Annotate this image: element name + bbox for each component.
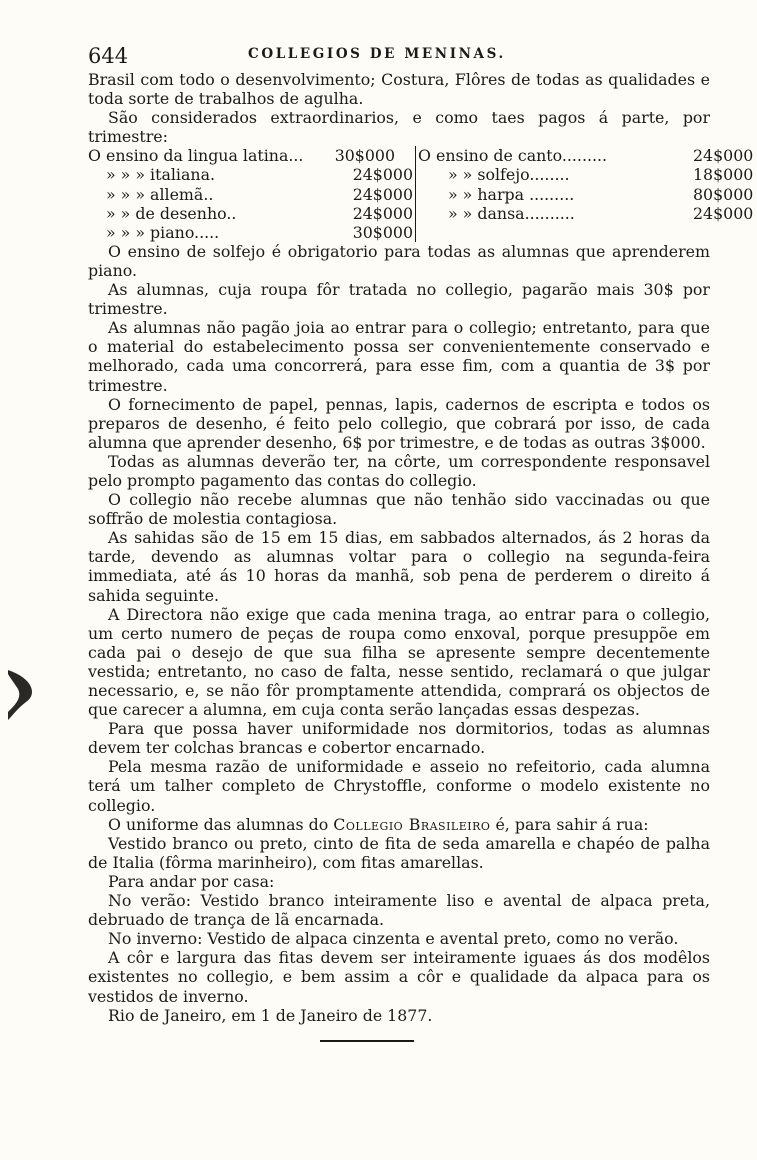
body-paragraph: As sahidas são de 15 em 15 dias, em sabbados alternados, ás 2 horas da tarde, devendo as alumnas voltar para o collegio na segunda-feira immediata, até ás 10 horas da manhã, sob pena de perderem o direito á sahida seguinte. (88, 528, 710, 605)
uniform-winter: No inverno: Vestido de alpaca cinzenta e avental preto, como no verão. (108, 929, 679, 949)
body-paragraph: Pela mesma razão de uniformidade e asseio no refeitorio, cada alumna terá um talher completo de Chrystoffle, conforme o modelo existente no collegio. (88, 757, 710, 815)
fee-value: 24$000 (352, 165, 413, 185)
body-paragraph: O collegio não recebe alumnas que não tenhão sido vaccinadas ou que soffrão de molestia contagiosa. (88, 490, 710, 529)
college-name: Collegio Brasileiro (333, 814, 491, 834)
fee-label: » » de desenho.. (106, 203, 237, 223)
uniform-intro (88, 815, 710, 834)
uniform-ribbons: A côr e largura das fitas devem ser inteiramente iguaes ás dos modêlos existentes no collegio, e bem assim a côr e qualidade da alpaca para os vestidos de inverno. (88, 948, 710, 1006)
body-paragraph: Para que possa haver uniformidade nos dormitorios, todas as alumnas devem ter colchas brancas e cobertor encarnado. (88, 719, 710, 758)
extras-paragraph: São considerados extraordinarios, e como taes pagos á parte, por trimestre: (88, 108, 710, 147)
body-paragraph: As alumnas, cuja roupa fôr tratada no collegio, pagarão mais 30$ por trimestre. (88, 280, 710, 319)
fee-row (88, 185, 415, 204)
fee-row (88, 223, 415, 242)
fee-label: » » » allemã.. (106, 184, 214, 204)
fee-value: 24$000 (352, 184, 413, 204)
fee-value: 24$000 (693, 146, 754, 166)
fee-label: » » » italiana. (106, 165, 216, 185)
fee-row (88, 146, 415, 165)
fee-row (418, 165, 753, 184)
margin-ink-mark (6, 668, 40, 722)
dateline: Rio de Janeiro, em 1 de Janeiro de 1877. (108, 1005, 433, 1025)
body-paragraph: O fornecimento de papel, pennas, lapis, cadernos de escripta e todos os preparos de desenho, é feito pelo collegio, que cobrará por isso, de cada alumna que aprender desenho, 6$ por trimestre, e de todas as outras 3$000. (88, 394, 710, 452)
fee-label: » » dansa.......... (448, 203, 575, 223)
fee-label: » » harpa ......... (448, 184, 575, 204)
uniform-home-label: Para andar por casa: (108, 871, 275, 891)
fees-right-column (416, 146, 753, 241)
body-paragraph: O ensino de solfejo é obrigatorio para todas as alumnas que aprenderem piano. (88, 241, 710, 280)
body-paragraph: As alumnas não pagão joia ao entrar para o collegio; entretanto, para que o material do estabelecimento possa ser convenientemente conservado e melhorado, cada uma concorrerá, para esse fim, com a quantia de 3$ por trimestre. (88, 318, 710, 395)
book-page (88, 40, 754, 1042)
page-number: 644 (88, 44, 129, 68)
fee-row (88, 204, 415, 223)
fee-value: 30$000 (334, 146, 395, 166)
fee-value: 80$000 (693, 184, 754, 204)
fees-table (88, 146, 754, 242)
closing-rule (320, 1040, 414, 1042)
uniform-intro-pre: O uniforme das alumnas do (108, 814, 329, 834)
fee-label: O ensino de canto......... (418, 146, 608, 166)
body-paragraph: A Directora não exige que cada menina traga, ao entrar para o collegio, um certo numero de peças de roupa como enxoval, porque presuppõe em cada pai o desejo de que sua filha se apresente sempre decentemente vestida; entretanto, no caso de falta, nesse sentido, reclamará o que julgar necessario, e, se não fôr promptamente attendida, comprará os objectos de que carecer a alumna, em cuja conta serão lançadas essas despezas. (88, 604, 710, 720)
body-paragraph: Todas as alumnas deverão ter, na côrte, um correspondente responsavel pelo prompto pagamento das contas do collegio. (88, 451, 710, 490)
fee-label: » » solfejo........ (448, 165, 570, 185)
uniform-summer: No verão: Vestido branco inteiramente liso e avental de alpaca preta, debruado de trança de lã encarnada. (88, 891, 710, 930)
fee-label: O ensino da lingua latina... (88, 146, 304, 166)
fee-label: » » » piano..... (106, 222, 220, 242)
uniform-intro-post: é, para sahir á rua: (495, 814, 649, 834)
fee-value: 24$000 (693, 203, 754, 223)
running-title: COLLEGIOS DE MENINAS. (248, 46, 506, 62)
fee-value: 30$000 (352, 222, 413, 242)
fee-row (418, 204, 753, 223)
fee-row (418, 185, 753, 204)
fee-row (88, 165, 415, 184)
uniform-street: Vestido branco ou preto, cinto de fita de seda amarella e chapéo de palha de Italia (fôrma marinheiro), com fitas amarellas. (88, 833, 710, 872)
intro-paragraph: Brasil com todo o desenvolvimento; Costura, Flôres de todas as qualidades e toda sorte de trabalhos de agulha. (88, 70, 710, 109)
fee-value: 24$000 (352, 203, 413, 223)
fees-left-column (88, 146, 416, 241)
fee-value: 18$000 (693, 165, 754, 185)
fee-row (418, 146, 753, 165)
page-header (88, 40, 710, 70)
